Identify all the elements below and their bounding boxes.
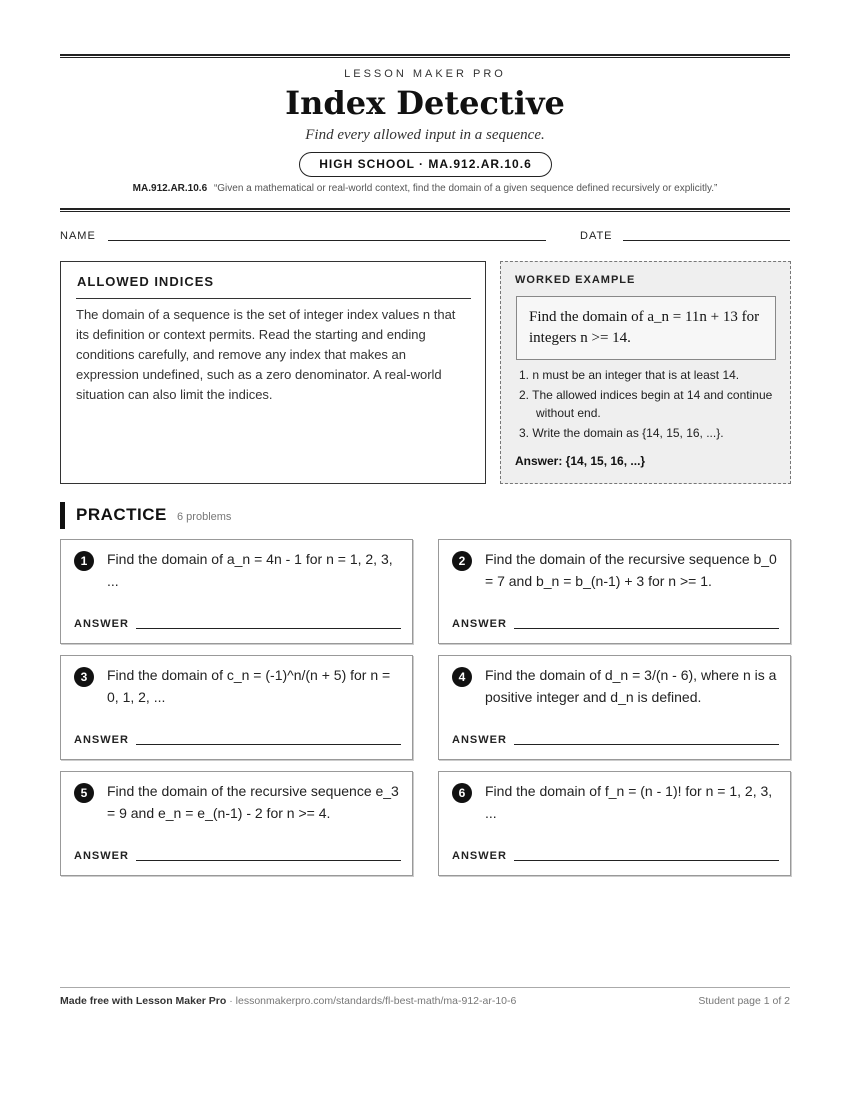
problem-card-3: [60, 655, 413, 760]
footer-url[interactable]: · lessonmakerpro.com/standards/fl-best-math/ma-912-ar-10-6: [226, 995, 517, 1007]
header-bottom-rule: [60, 208, 790, 212]
answer-label: ANSWER: [452, 850, 507, 862]
problem-number: 2: [452, 551, 472, 571]
brand-name: LESSON MAKER PRO: [344, 68, 506, 80]
worked-example-title: WORKED EXAMPLE: [515, 274, 636, 286]
worked-example-answer: Answer: {14, 15, 16, ...}: [515, 454, 646, 468]
problem-card-6: [438, 771, 791, 876]
worked-example-step: 2. The allowed indices begin at 14 and continue without end.: [519, 388, 773, 420]
practice-count: 6 problems: [177, 511, 232, 523]
problem-text: Find the domain of the recursive sequence e_3 = 9 and e_n = e_(n-1) - 2 for n >= 4.: [107, 783, 399, 821]
answer-field[interactable]: [514, 860, 779, 861]
allowed-indices-divider: [76, 298, 471, 299]
answer-field[interactable]: [514, 628, 779, 629]
worked-example-steps: [519, 366, 781, 444]
answer-label: ANSWER: [452, 618, 507, 630]
name-label: NAME: [60, 230, 96, 242]
standard-code: MA.912.AR.10.6: [132, 183, 208, 194]
worked-example-step: 3. Write the domain as {14, 15, 16, ...}.: [519, 426, 724, 440]
problem-number: 6: [452, 783, 472, 803]
problem-number: 5: [74, 783, 94, 803]
answer-label: ANSWER: [74, 618, 129, 630]
worked-example-box: [500, 261, 791, 484]
problem-card-5: [60, 771, 413, 876]
answer-field[interactable]: [514, 744, 779, 745]
standard-description: [0, 183, 850, 194]
name-field[interactable]: [108, 240, 546, 241]
answer-label: ANSWER: [74, 850, 129, 862]
worksheet-title: Index Detective: [285, 84, 565, 122]
header-top-rule: [60, 54, 790, 58]
problem-number: 3: [74, 667, 94, 687]
answer-field[interactable]: [136, 628, 401, 629]
problem-text: Find the domain of f_n = (n - 1)! for n = 1, 2, 3, ...: [485, 783, 773, 821]
problem-text: Find the domain of d_n = 3/(n - 6), where n is a positive integer and d_n is defined.: [485, 667, 777, 705]
standard-text: “Given a mathematical or real-world context, find the domain of a given sequence defined recursively or explicitly.”: [213, 183, 718, 194]
problem-card-1: [60, 539, 413, 644]
answer-field[interactable]: [136, 744, 401, 745]
footer-credit: [60, 995, 516, 1007]
answer-label: ANSWER: [452, 734, 507, 746]
level-badge: HIGH SCHOOL · MA.912.AR.10.6: [299, 152, 552, 177]
problem-text: Find the domain of a_n = 4n - 1 for n = 1, 2, 3, ...: [107, 551, 393, 589]
problem-card-2: [438, 539, 791, 644]
problem-card-4: [438, 655, 791, 760]
worked-example-problem: Find the domain of a_n = 11n + 13 for integers n >= 14.: [516, 296, 776, 360]
allowed-indices-body: The domain of a sequence is the set of integer index values n that its definition or context permits. Read the starting and ending conditions carefully, and remove any index that makes an expression undefined, such as a zero denominator. A real-world situation can also limit the indices.: [76, 307, 456, 402]
worked-example-step: 1. n must be an integer that is at least 14.: [519, 368, 740, 382]
date-label: DATE: [580, 230, 613, 242]
worksheet-subtitle: Find every allowed input in a sequence.: [305, 127, 545, 143]
footer-made-with: Made free with Lesson Maker Pro: [60, 995, 227, 1007]
problem-number: 1: [74, 551, 94, 571]
answer-label: ANSWER: [74, 734, 129, 746]
practice-accent-bar: [60, 502, 65, 529]
allowed-indices-box: [60, 261, 486, 484]
practice-title: PRACTICE: [76, 505, 167, 524]
problem-text: Find the domain of c_n = (-1)^n/(n + 5) for n = 0, 1, 2, ...: [107, 667, 391, 705]
footer-page-number: Student page 1 of 2: [698, 995, 790, 1007]
allowed-indices-title: ALLOWED INDICES: [77, 274, 215, 289]
answer-field[interactable]: [136, 860, 401, 861]
problem-number: 4: [452, 667, 472, 687]
footer-divider: [60, 987, 790, 988]
problem-text: Find the domain of the recursive sequence b_0 = 7 and b_n = b_(n-1) + 3 for n >= 1.: [485, 551, 777, 589]
date-field[interactable]: [623, 240, 790, 241]
